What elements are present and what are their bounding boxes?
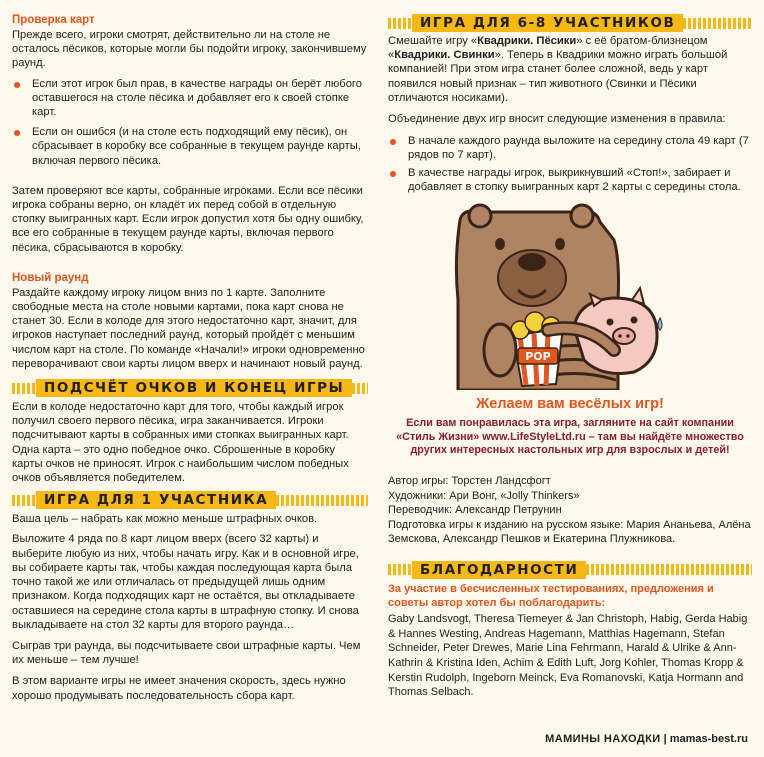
solo-band <box>12 491 368 509</box>
thanks-sub: За участие в бесчисленных тестированиях, предложения и советы автор хотел бы поблагодарить: <box>388 582 714 609</box>
bear-pig-picture <box>388 200 752 390</box>
credit-author: Автор игры: Торстен Ландсфогт <box>388 475 551 488</box>
mix-text: Смешайте игру «Квадрики. Пёсики» с её братом-близнецом «Квадрики. Свинки». Теперь в Квадрики можно играть большой компанией! При этом игра станет более сложной, ведь у карт появился новый признак – тип животного (Свинки и Пёсики отличаются носиками). <box>388 35 728 104</box>
check-intro: Прежде всего, игроки смотрят, действительно ли на столе не осталось пёсиков, которые могли бы подойти игроку, закончившему раунд. <box>12 29 367 70</box>
score-text: Если в колоде недостаточно карт для того, чтобы каждый игрок получил своего первого пёсика, игра заканчивается. Игроки подсчитывают карты в собранных ими стопках выигранных карт. Одна карта – это одно победное очко. Сброшенные в коробку карты очков не приносят. Игрок с наибольшим числом победных очков объявляется победителем. <box>12 401 349 485</box>
credit-artists: Художники: Ари Вонг, «Jolly Thinkers» <box>388 489 580 502</box>
credits <box>388 474 752 547</box>
round-title: Новый раунд <box>12 271 89 284</box>
solo-note: В этом варианте игры не имеет значения скорость, здесь нужно хорошо продумывать последовательность сбора карт. <box>12 675 346 702</box>
promo-text: Если вам понравилась эта игра, загляните на сайт компании «Стиль Жизни» www.LifeStyleLtd.ru – там вы найдёте множество других интересных настольных игр для взрослых и детей! <box>396 417 744 457</box>
solo-rounds: Сыграв три раунда, вы подсчитываете свои штрафные карты. Чем их меньше – тем лучше! <box>12 639 361 667</box>
thanks-title: БЛАГОДАРНОСТИ <box>412 561 586 579</box>
footer-brand: МАМИНЫ НАХОДКИ | mamas-best.ru <box>545 733 748 745</box>
bear-pig-illustration <box>388 200 752 390</box>
check-after: Затем проверяют все карты, собранные игроками. Если все пёсики игрока собраны верно, он кладёт их перед собой в отдельную стопку выигранных карт. Если игрок допустил хотя бы одну ошибку, все его собранные в текущем раунде карты, включая первого пёсика, сбрасываются в коробку. <box>12 184 364 254</box>
check-title: Проверка карт <box>12 14 95 26</box>
wish-text: Желаем вам весёлых игр! <box>476 396 664 413</box>
popcorn-label: POP <box>525 350 551 364</box>
game-name-dogs: Квадрики. Пёсики <box>477 35 577 47</box>
merge-item-1: В начале каждого раунда выложите на середину стола 49 карт (7 рядов по 7 карт). <box>388 134 752 162</box>
left-column <box>12 0 368 703</box>
thanks-names: Gaby Landsvogt, Theresa Tiemeyer & Jan Christoph, Habig, Gerda Habig & Hannes Westing, Andreas Hagemann, Matthias Hagemann, Stefan Schneider, Peter Drewes, Marie Lina Fehrmann, Harald & Ulrike & Ann-Kathrin & Kristina Iden, Achim & Edith Luft, Jorg Kohler, Thomas Kropp & Kerstin Rudolph, Ingeborn Meinck, Eva Romanovski, Katja Hormann and Thomas Selbach. <box>388 613 748 699</box>
multi-title: ИГРА ДЛЯ 6-8 УЧАСТНИКОВ <box>412 14 683 32</box>
game-name-pigs: Квадрики. Свинки <box>394 49 495 62</box>
solo-text: Выложите 4 ряда по 8 карт лицом вверх (всего 32 карты) и выберите любую из них, чтобы начать игру. Как и в основной игре, вы собираете карты так, чтобы каждая последующая карта была точно такой же или отличалась от предыдущей лишь одним признаком. Когда подходящих карт не остаётся, вы откладываете оставшиеся на середине стола карты в штрафную стопку. И снова выкладываете на стол 32 карты для второго раунда… <box>12 533 359 631</box>
check-list <box>12 77 368 168</box>
credit-translator: Переводчик: Александр Петрунин <box>388 504 562 517</box>
solo-title: ИГРА ДЛЯ 1 УЧАСТНИКА <box>36 491 276 509</box>
brand-name: МАМИНЫ НАХОДКИ <box>545 733 661 745</box>
check-item-2: Если он ошибся (и на столе есть подходящий ему пёсик), он сбрасывает в коробку все собранные в текущем раунде карты, включая первого пёсика. <box>12 125 368 168</box>
right-column <box>388 0 752 700</box>
score-band <box>12 379 368 397</box>
brand-site: mamas-best.ru <box>669 733 748 745</box>
credit-preparation: Подготовка игры к изданию на русском языке: Мария Ананьева, Алёна Земскова, Александр Пешков и Екатерина Плужникова. <box>388 518 751 546</box>
multi-band <box>388 14 752 32</box>
merge-text: Объединение двух игр вносит следующие изменения в правила: <box>388 113 726 126</box>
round-text: Раздайте каждому игроку лицом вниз по 1 карте. Заполните свободные места на столе новыми картами, пока карт снова не станет 30. Если в колоде для этого недостаточно карт, значит, для игроков наступает последний раунд, который пройдёт с меньшим числом карт на столе. По команде «Начали!» игроки одновременно переворачивают свои карты лицом вверх и начинают новый раунд. <box>12 286 365 370</box>
merge-list <box>388 134 752 194</box>
solo-goal: Ваша цель – набрать как можно меньше штрафных очков. <box>12 513 318 526</box>
thanks-band <box>388 561 752 579</box>
check-item-1: Если этот игрок был прав, в качестве награды он берёт любого оставшегося на столе пёсика и добавляет его к своей стопке карт. <box>12 77 368 120</box>
score-title: ПОДСЧЁТ ОЧКОВ И КОНЕЦ ИГРЫ <box>36 379 352 397</box>
merge-item-2: В качестве награды игрок, выкрикнувший «Стоп!», забирает и добавляет в стопку выигранных карт 2 карты с середины стола. <box>388 166 752 194</box>
